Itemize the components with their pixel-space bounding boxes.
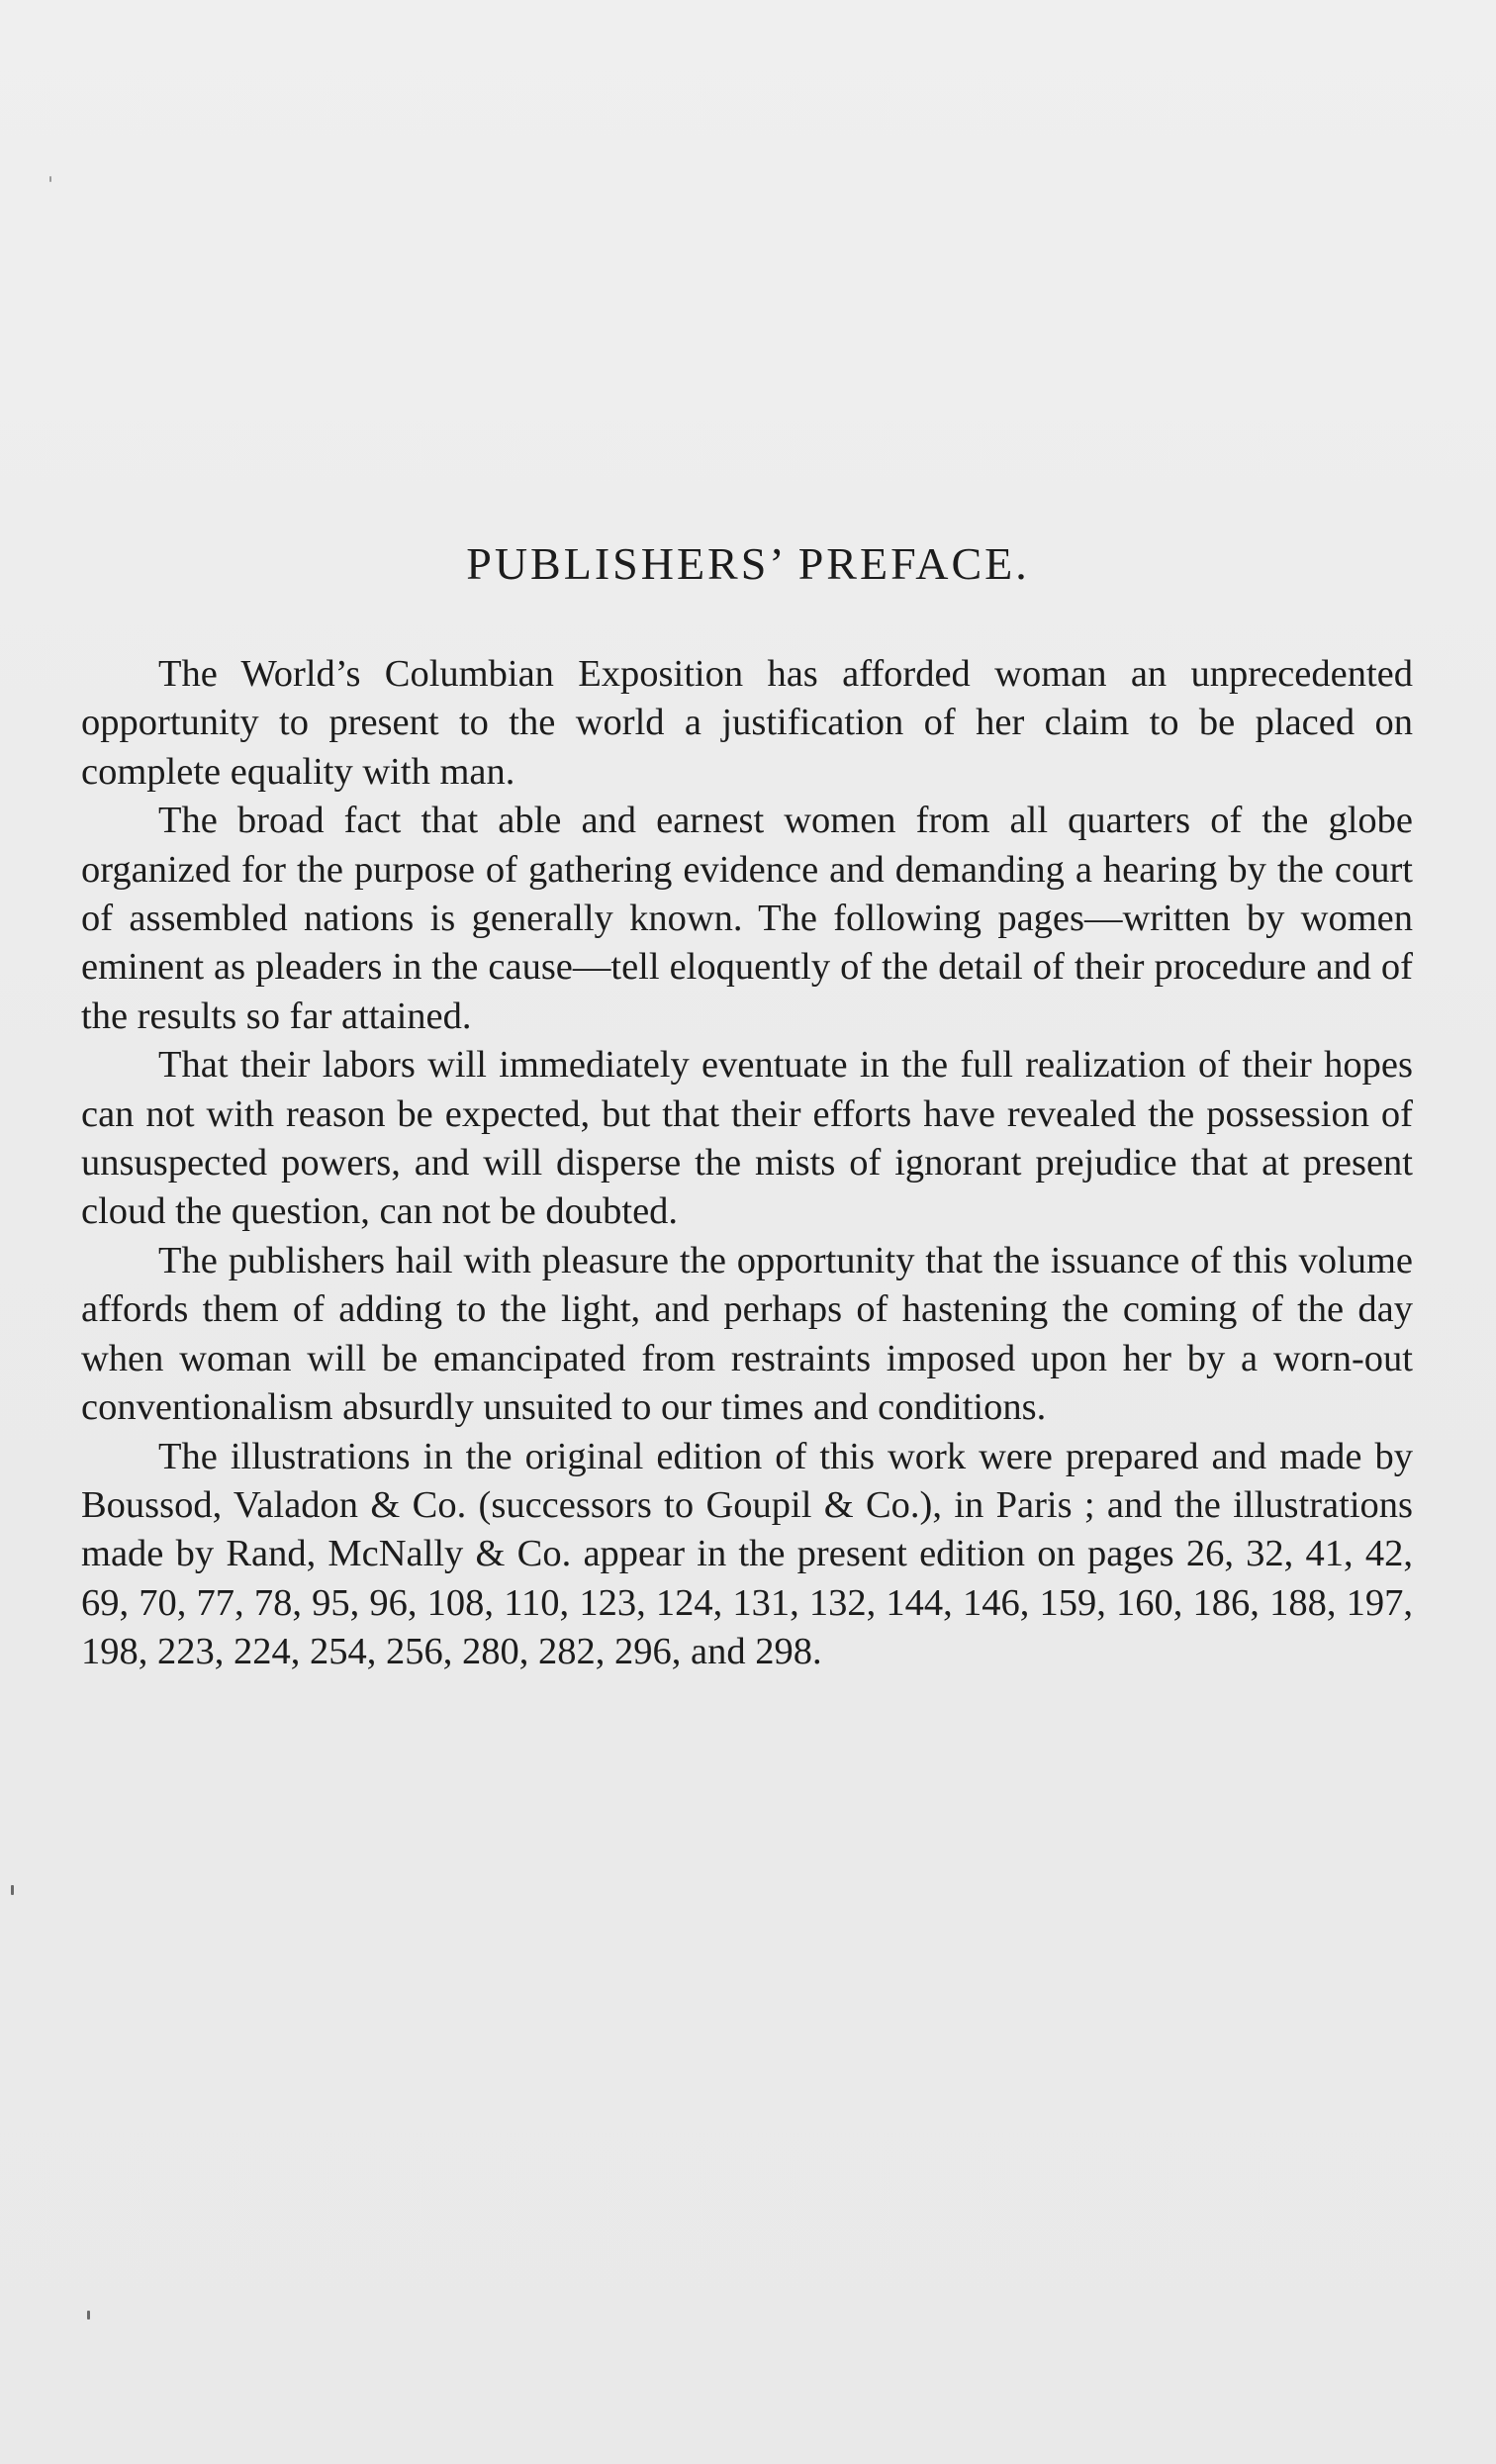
paragraph-5: The illustrations in the original edition of this work were prepared and made by Boussod, Valadon & Co. (successors to Goupil & Co.), in Paris ; and the illustrations made by Rand, McNally & Co. appear in the present edition on pages 26, 32, 41, 42, 69, 70, 77, 78, 95, 96, 108, 110, 123, 124, 131, 132, 144, 146, 159, 160, 186, 188, 197, 198, 223, 224, 254, 256, 280, 282, 296, and 298. — [81, 1435, 1413, 1673]
paragraph-2: The broad fact that able and earnest women from all quarters of the globe organized for the purpose of gathering evidence and demanding a hearing by the court of assembled nations is generally known. The following pages—written by women eminent as pleaders in the cause—tell eloquently of the detail of their procedure and of the results so far attained. — [81, 800, 1413, 1037]
paragraph-1: The World’s Columbian Exposition has afforded woman an unprecedented opportunity to present to the world a justification of her claim to be placed on complete equality with man. — [81, 653, 1413, 793]
paragraph-4: The publishers hail with pleasure the opportunity that the issuance of this volume affords them of adding to the light, and perhaps of hastening the coming of the day when woman will be emancipated from restraints imposed upon her by a worn-out conventionalism absurdly unsuited to our times and conditions. — [81, 1239, 1413, 1429]
page-title: PUBLISHERS’ PREFACE. — [466, 538, 1030, 589]
paragraph-3: That their labors will immediately eventuate in the full realization of their hopes can not with reason be expected, but that their efforts have revealed the possession of unsuspected powers, and will disperse the mists of ignorant prejudice that at present cloud the question, can not be doubted. — [81, 1044, 1413, 1233]
preface-body — [81, 650, 1413, 1677]
margin-speck-left — [11, 1885, 14, 1895]
margin-speck-top-left — [49, 176, 51, 182]
margin-speck-lower-left — [87, 2311, 90, 2320]
